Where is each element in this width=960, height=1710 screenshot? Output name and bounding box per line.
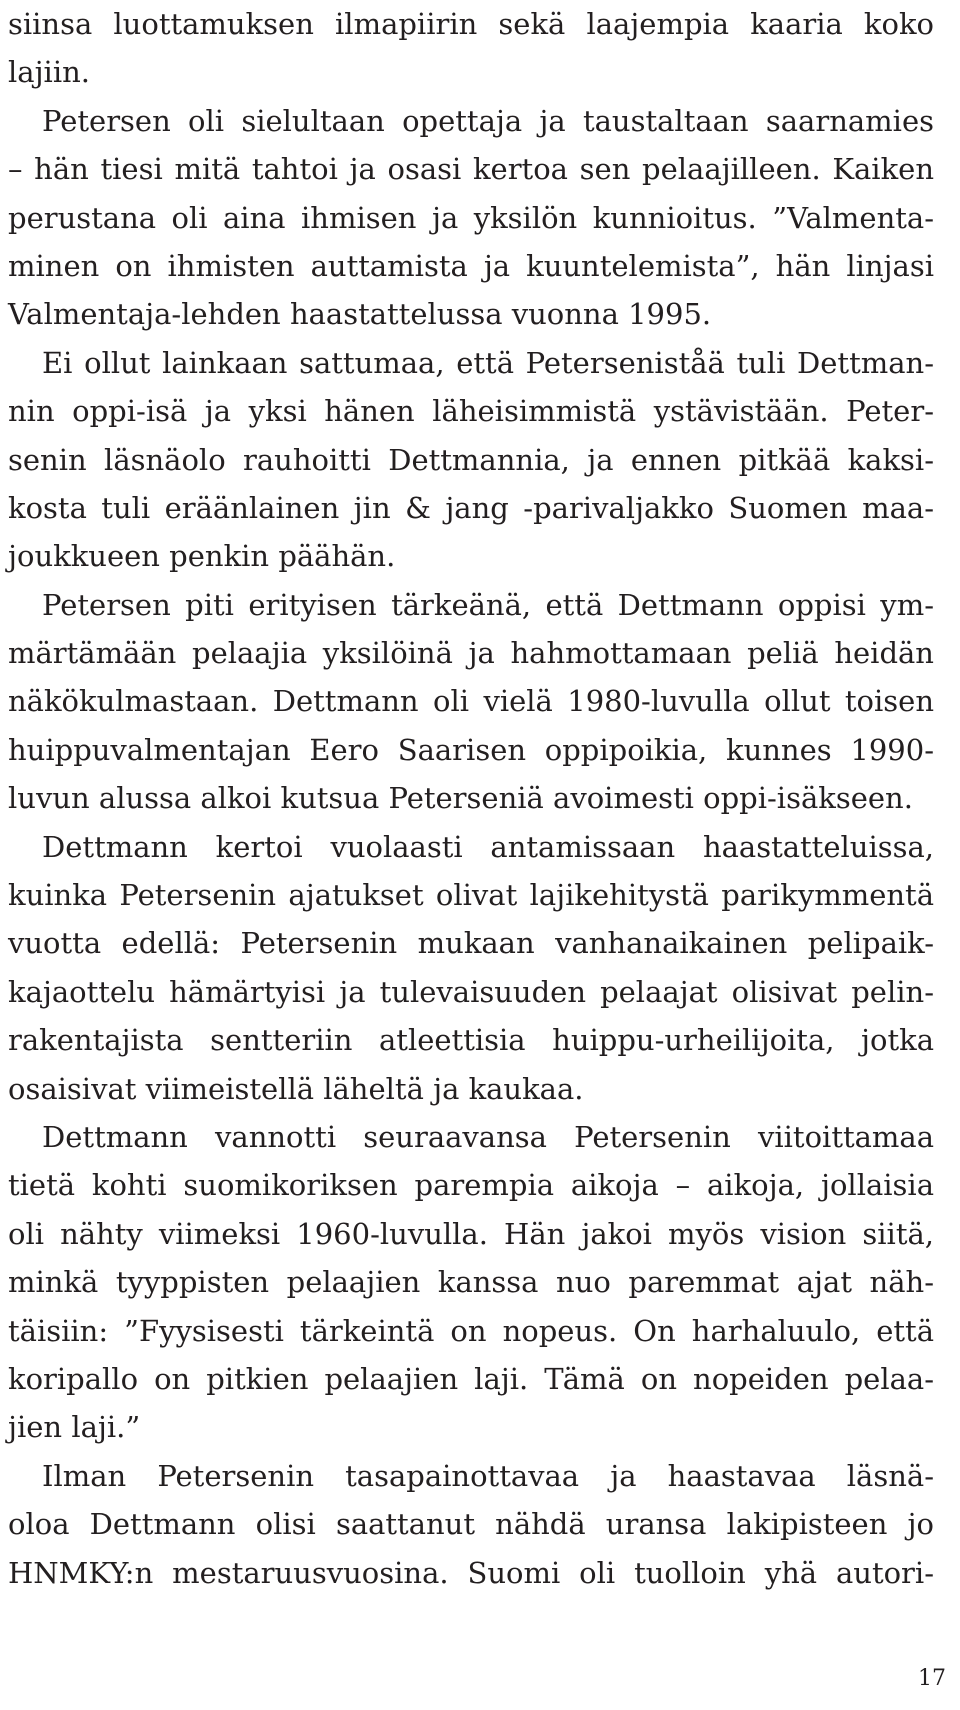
text-line: nin oppi-isä ja yksi hänen läheisimmistä ystävistään. Peter- [8, 394, 934, 429]
text-line: jien laji.” [8, 1410, 141, 1445]
text-line: Petersen oli sielultaan opettaja ja taustaltaan saarnamies [42, 103, 934, 138]
text-line: senin läsnäolo rauhoitti Dettmannia, ja ennen pitkää kaksi- [8, 442, 934, 477]
text-line: Dettmann kertoi vuolaasti antamissaan haastatteluissa, [42, 829, 934, 864]
text-line: kuinka Petersenin ajatukset olivat lajikehitystä parikymmentä [8, 878, 934, 913]
text-line: tietä kohti suomikoriksen parempia aikoja – aikoja, jollaisia [8, 1168, 934, 1203]
text-line: – hän tiesi mitä tahtoi ja osasi kertoa sen pelaajilleen. Kaiken [8, 152, 934, 187]
text-line: oli nähty viimeksi 1960-luvulla. Hän jakoi myös vision siitä, [8, 1216, 934, 1251]
text-line: joukkueen penkin päähän. [8, 539, 396, 574]
paragraph [8, 97, 934, 339]
text-line: oloa Dettmann olisi saattanut nähdä uransa lakipisteen jo [8, 1507, 934, 1542]
text-line: märtämään pelaajia yksilöinä ja hahmottamaan peliä heidän [8, 636, 934, 671]
text-line: osaisivat viimeistellä läheltä ja kaukaa. [8, 1071, 584, 1106]
text-line: luvun alussa alkoi kutsua Peterseniä avoimesti oppi-isäkseen. [8, 781, 913, 816]
text-line: kajaottelu hämärtyisi ja tulevaisuuden pelaajat olisivat pelin- [8, 974, 934, 1009]
text-line: Dettmann vannotti seuraavansa Petersenin viitoittamaa [42, 1119, 934, 1154]
text-line: Valmentaja-lehden haastattelussa vuonna 1995. [8, 297, 712, 332]
text-line: huippuvalmentajan Eero Saarisen oppipoikia, kunnes 1990- [8, 732, 934, 767]
text-line: HNMKY:n mestaruusvuosina. Suomi oli tuolloin yhä autori- [8, 1555, 934, 1590]
text-line: vuotta edellä: Petersenin mukaan vanhanaikainen pelipaik- [8, 926, 934, 961]
page-body [8, 0, 934, 1597]
text-line: näkökulmastaan. Dettmann oli vielä 1980-luvulla ollut toisen [8, 684, 934, 719]
text-line: Ilman Petersenin tasapainottavaa ja haastavaa läsnä- [42, 1458, 934, 1493]
text-line: Petersen piti erityisen tärkeänä, että Dettmann oppisi ym- [42, 587, 934, 622]
text-line: perustana oli aina ihmisen ja yksilön kunnioitus. ”Valmenta- [8, 200, 934, 235]
text-line: täisiin: ”Fyysisesti tärkeintä on nopeus. On harhaluulo, että [8, 1313, 934, 1348]
text-line: Ei ollut lainkaan sattumaa, että Peterseniståä tuli Dettman- [42, 345, 934, 380]
paragraph [8, 823, 934, 1113]
paragraph [8, 1452, 934, 1597]
text-line: minen on ihmisten auttamista ja kuuntelemista”, hän linjasi [8, 248, 934, 283]
paragraph [8, 339, 934, 581]
text-line: minkä tyyppisten pelaajien kanssa nuo paremmat ajat näh- [8, 1265, 934, 1300]
page-number: 17 [918, 1666, 946, 1691]
paragraph [8, 1113, 934, 1452]
paragraph [8, 581, 934, 823]
text-line: koripallo on pitkien pelaajien laji. Tämä on nopeiden pelaa- [8, 1361, 934, 1396]
text-line: rakentajista sentteriin atleettisia huippu-urheilijoita, jotka [8, 1023, 934, 1058]
text-line: kosta tuli eräänlainen jin & jang -parivaljakko Suomen maa- [8, 490, 934, 525]
text-line: siinsa luottamuksen ilmapiirin sekä laajempia kaaria koko [8, 7, 934, 41]
paragraph [8, 0, 934, 97]
text-line: lajiin. [8, 55, 91, 90]
